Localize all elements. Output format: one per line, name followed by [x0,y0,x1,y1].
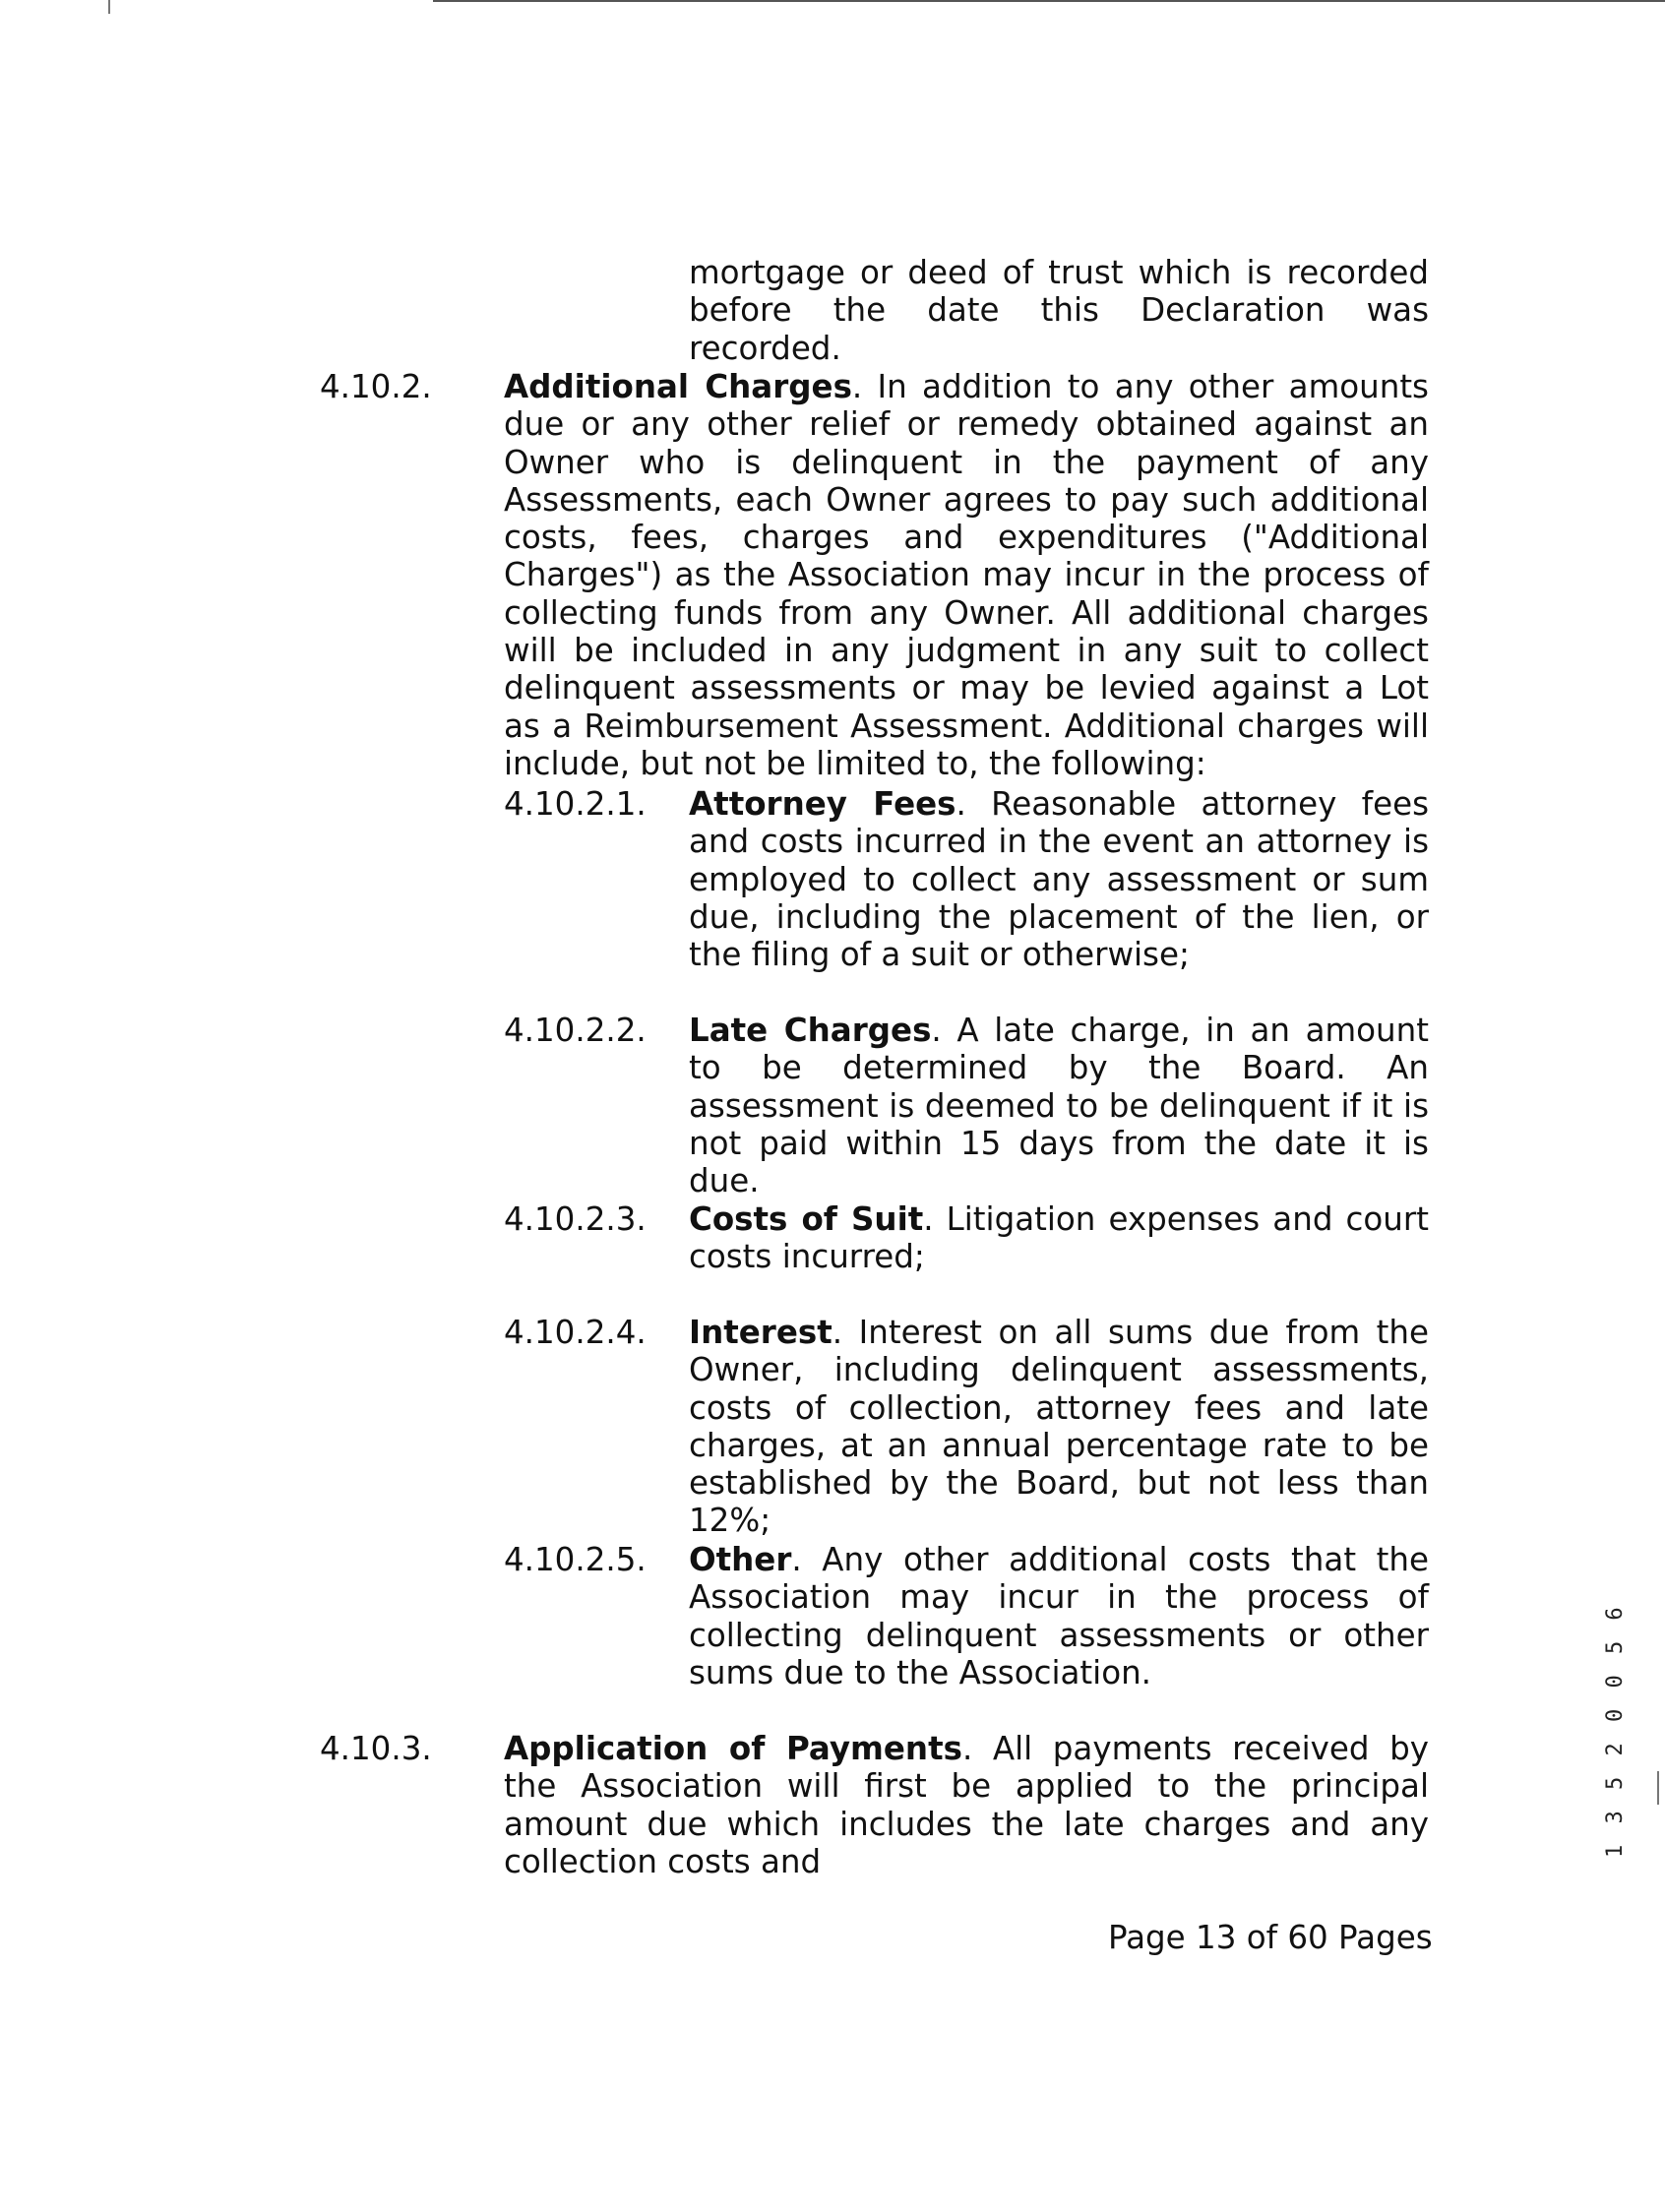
subsection-paragraph-interest [689,1314,1429,1540]
margin-mark [1657,1771,1659,1805]
subsection-paragraph-attorney-fees [689,785,1429,973]
section-term: Application of Payments [504,1730,962,1767]
recording-number-stamp: 1 3 5 2 0 0 5 6 [1603,1603,1628,1859]
subsection-term: Other [689,1541,792,1578]
scan-top-edge [433,0,1665,2]
subsection-paragraph-late-charges [689,1012,1429,1199]
subsection-number: 4.10.2.4. [504,1314,647,1351]
subsection-term: Costs of Suit [689,1200,924,1238]
subsection-text: . Interest on all sums due from the Owner, including delinquent assessments, costs of collection, attorney fees and late charges, at an annual percentage rate to be established by the Board, but not less than 12%; [689,1314,1429,1540]
subsection-number: 4.10.2.2. [504,1012,647,1049]
section-number: 4.10.2. [320,368,432,405]
subsection-paragraph-other [689,1541,1429,1691]
subsection-paragraph-costs-of-suit [689,1200,1429,1276]
subsection-number: 4.10.2.1. [504,785,647,823]
section-text: . In addition to any other amounts due or any other relief or remedy obtained against an Owner who is delinquent in the payment of any Assessments, each Owner agrees to pay such additional costs, fees, charges and expenditures ("Additional Charges") as the Association may incur in the process of collecting funds from any Owner. All additional charges will be included in any judgment in any suit to collect delinquent assessments or may be levied against a Lot as a Reimbursement Assessment. Additional charges will include, but not be limited to, the following: [504,368,1429,782]
subsection-text: . A late charge, in an amount to be determined by the Board. An assessment is deemed to be delinquent if it is not paid within 15 days from the date it is due. [689,1012,1429,1200]
subsection-text: . Any other additional costs that the Association may incur in the process of collecting delinquent assessments or other sums due to the Association. [689,1541,1429,1691]
subsection-term: Interest [689,1314,832,1351]
section-text: . All payments received by the Association will first be applied to the principal amount due which includes the late charges and any collection costs and [504,1730,1429,1880]
subsection-term: Late Charges [689,1012,932,1049]
subsection-term: Attorney Fees [689,785,956,823]
section-paragraph-application-of-payments [504,1730,1429,1880]
page-number-footer: Page 13 of 60 Pages [1108,1919,1433,1956]
section-paragraph-additional-charges [504,368,1429,782]
section-term: Additional Charges [504,368,852,405]
section-number: 4.10.3. [320,1730,432,1767]
subsection-number: 4.10.2.3. [504,1200,647,1238]
continuation-paragraph: mortgage or deed of trust which is recorded before the date this Declaration was recorded. [689,254,1429,367]
subsection-number: 4.10.2.5. [504,1541,647,1578]
subsection-text: . Reasonable attorney fees and costs incurred in the event an attorney is employed to collect any assessment or sum due, including the placement of the lien, or the filing of a suit or otherwise; [689,785,1429,974]
subsection-text: . Litigation expenses and court costs incurred; [689,1200,1429,1276]
scan-edge-tick [108,0,110,14]
